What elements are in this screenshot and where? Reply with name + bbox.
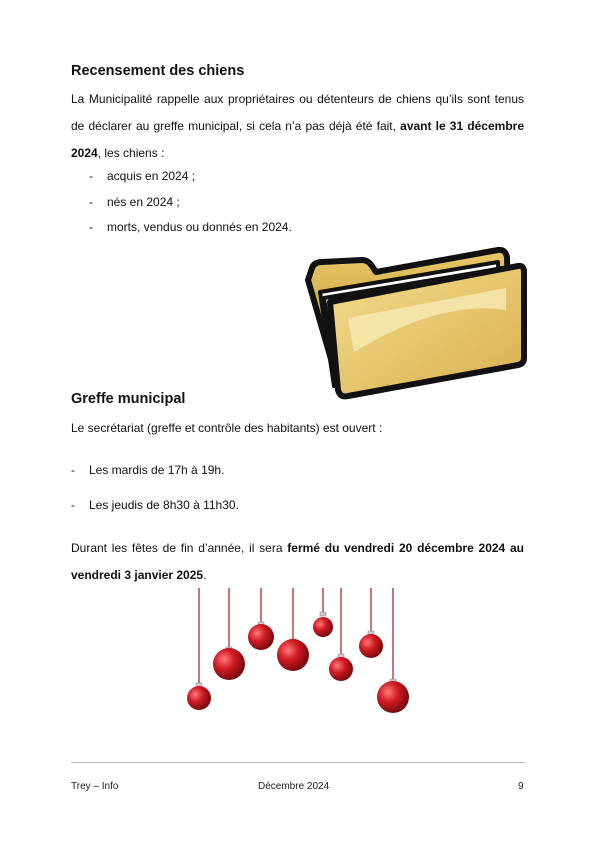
- list-item-text: acquis en 2024 ;: [107, 169, 196, 183]
- list-item: [71, 497, 371, 513]
- list-item: [89, 219, 389, 235]
- office-intro-text: Le secrétariat (greffe et contrôle des habitants) est ouvert :: [71, 421, 383, 435]
- list-item-text: morts, vendus ou donnés en 2024.: [107, 220, 292, 234]
- dog-census-text-1: La Municipalité rappelle aux propriétaires ou détenteurs de chiens qu’ils sont tenus de déclarer au greffe municipal, si cela n’a pas déjà été fait,: [71, 92, 524, 133]
- list-item: [89, 194, 389, 210]
- list-item: [71, 462, 371, 478]
- list-dash: -: [89, 169, 93, 183]
- dog-census-text-2: , les chiens :: [97, 146, 165, 160]
- dog-census-deadline: avant le 31 décembre 2024: [71, 119, 524, 160]
- list-item-text: Les jeudis de 8h30 à 11h30.: [89, 498, 239, 512]
- list-item-text: nés en 2024 ;: [107, 195, 180, 209]
- list-dash: -: [89, 195, 93, 209]
- list-item: [89, 168, 389, 184]
- dog-census-paragraph: [71, 86, 524, 167]
- footer-publication: Trey – Info: [71, 781, 119, 792]
- folder-icon: [300, 240, 528, 400]
- heading-municipal-office: Greffe municipal: [71, 391, 186, 407]
- list-dash: -: [71, 498, 75, 512]
- closing-text-1: Durant les fêtes de fin d’année, il sera: [71, 541, 288, 555]
- heading-dog-census: Recensement des chiens: [71, 63, 245, 79]
- list-dash: -: [71, 463, 75, 477]
- list-item-text: Les mardis de 17h à 19h.: [89, 463, 225, 477]
- closing-text-2: .: [203, 568, 207, 582]
- closing-paragraph: [71, 535, 524, 589]
- list-dash: -: [89, 220, 93, 234]
- closing-dates: fermé du vendredi 20 décembre 2024 au vendredi 3 janvier 2025: [71, 541, 524, 582]
- footer-divider: [71, 762, 525, 763]
- christmas-baubles-icon: [180, 588, 420, 718]
- page-number: 9: [518, 781, 524, 792]
- footer-date: Décembre 2024: [258, 781, 330, 792]
